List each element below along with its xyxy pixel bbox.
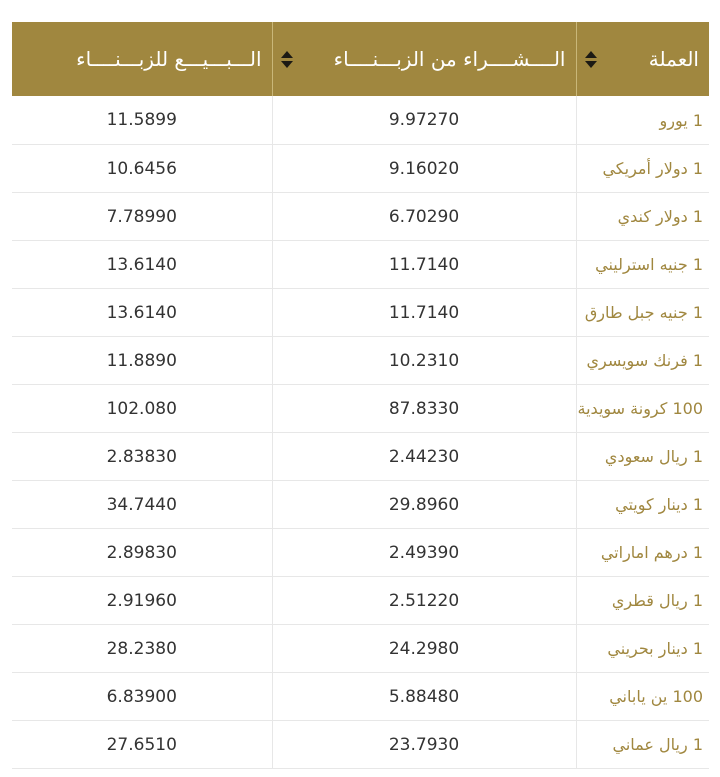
sell-rate-cell: 6.83900 [12,673,272,721]
buy-rate-cell: 11.7140 [272,241,576,289]
sell-rate-cell: 13.6140 [12,289,272,337]
currency-cell: 1 ريال قطري [576,577,709,625]
buy-rate-cell: 29.8960 [272,481,576,529]
sell-rate-cell: 2.89830 [12,529,272,577]
sell-rate-cell: 28.2380 [12,625,272,673]
currency-cell: 1 دينار بحريني [576,625,709,673]
buy-rate-cell: 9.97270 [272,96,576,145]
table-row [12,193,709,241]
table-header-row [12,22,709,96]
buy-rate-cell: 2.51220 [272,577,576,625]
column-header-currency-label: العملة [648,47,699,71]
table-row [12,481,709,529]
currency-cell: 1 درهم اماراتي [576,529,709,577]
currency-cell: 100 كرونة سويدية [576,385,709,433]
buy-rate-cell: 24.2980 [272,625,576,673]
table-row [12,145,709,193]
sell-rate-cell: 13.6140 [12,241,272,289]
currency-cell: 1 دولار أمريكي [576,145,709,193]
currency-cell: 1 ريال عماني [576,721,709,769]
table-row [12,96,709,145]
currency-cell: 100 ين ياباني [576,673,709,721]
table-row [12,241,709,289]
exchange-rate-table-container [12,22,709,769]
column-header-buy-label: الــــشــــراء من الزبـــنــــاء [333,47,566,71]
column-header-sell[interactable] [12,22,272,96]
sell-rate-cell: 27.6510 [12,721,272,769]
buy-rate-cell: 5.88480 [272,673,576,721]
column-header-sell-label: الـــبـــيـــع للزبـــنــــاء [76,47,262,71]
sell-rate-cell: 7.78990 [12,193,272,241]
currency-cell: 1 يورو [576,96,709,145]
currency-cell: 1 جنيه استرليني [576,241,709,289]
table-row [12,529,709,577]
column-header-buy[interactable] [272,22,576,96]
table-row [12,289,709,337]
currency-cell: 1 دولار كندي [576,193,709,241]
buy-rate-cell: 2.44230 [272,433,576,481]
currency-cell: 1 دينار كويتي [576,481,709,529]
currency-cell: 1 جنيه جبل طارق [576,289,709,337]
currency-cell: 1 فرنك سويسري [576,337,709,385]
buy-rate-cell: 11.7140 [272,289,576,337]
table-row [12,337,709,385]
sort-icon[interactable] [585,51,597,68]
table-row [12,673,709,721]
buy-rate-cell: 23.7930 [272,721,576,769]
buy-rate-cell: 2.49390 [272,529,576,577]
buy-rate-cell: 87.8330 [272,385,576,433]
sell-rate-cell: 11.5899 [12,96,272,145]
sort-icon[interactable] [281,51,293,68]
table-row [12,721,709,769]
exchange-rate-table [12,22,709,769]
sell-rate-cell: 102.080 [12,385,272,433]
sell-rate-cell: 34.7440 [12,481,272,529]
buy-rate-cell: 10.2310 [272,337,576,385]
sell-rate-cell: 10.6456 [12,145,272,193]
column-header-currency[interactable] [576,22,709,96]
table-row [12,625,709,673]
sell-rate-cell: 2.83830 [12,433,272,481]
currency-cell: 1 ريال سعودي [576,433,709,481]
table-row [12,577,709,625]
sell-rate-cell: 11.8890 [12,337,272,385]
table-row [12,385,709,433]
buy-rate-cell: 6.70290 [272,193,576,241]
buy-rate-cell: 9.16020 [272,145,576,193]
sell-rate-cell: 2.91960 [12,577,272,625]
table-row [12,433,709,481]
